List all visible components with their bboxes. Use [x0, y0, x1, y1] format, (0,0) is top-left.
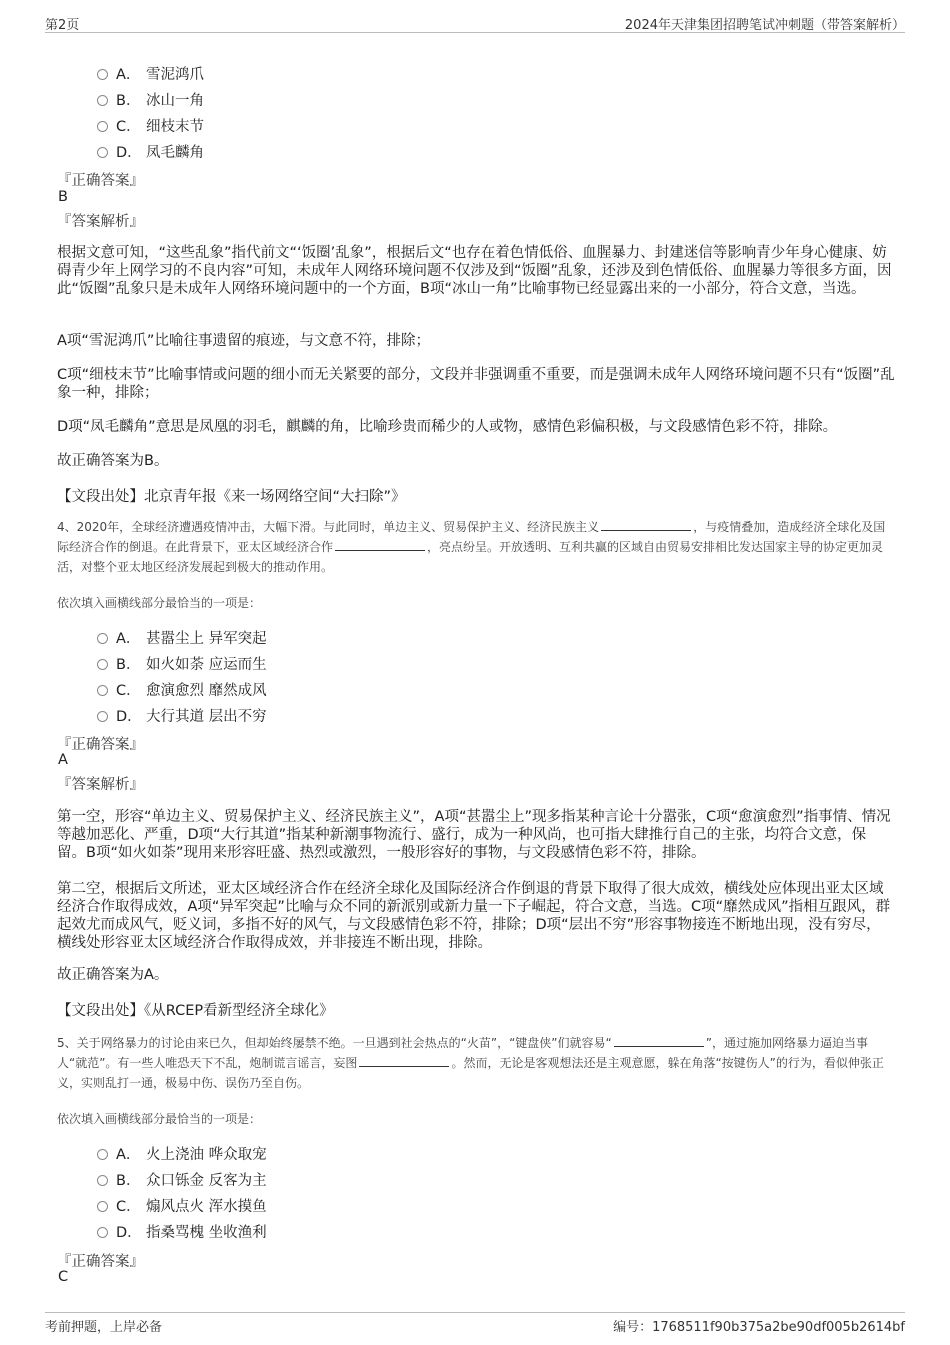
q5-option-c[interactable]: C． 煽风点火 浑水摸鱼: [97, 1195, 267, 1215]
analysis-paragraph: D项“凤毛麟角”意思是凤凰的羽毛，麒麟的角，比喻珍贵而稀少的人或物，感情色彩偏积极，与文段感情色彩不符，排除。: [57, 419, 838, 435]
q4-option-a[interactable]: A． 甚嚣尘上 异军突起: [97, 627, 267, 647]
footer-slogan: 考前押题，上岸必备: [45, 1320, 163, 1335]
q5-option-d[interactable]: D． 指桑骂槐 坐收渔利: [97, 1221, 267, 1241]
answer-label: 『正确答案』: [57, 737, 144, 753]
answer-value: B: [58, 189, 68, 205]
q3-option-a[interactable]: A． 雪泥鸿爪: [97, 63, 204, 83]
radio-icon[interactable]: [97, 121, 108, 132]
document-id: 编号：1768511f90b375a2be90df005b2614bf: [613, 1320, 905, 1335]
question-stem: 5、关于网络暴力的讨论由来已久，但却始终屡禁不绝。一旦遇到社会热点的“火苗”，“键盘侠”们就容易“ ”，通过施加网络暴力逼迫当事人“就范”。有一些人唯恐天下不乱，炮制谎言谣言，妄图 。然而，无论是客观想法还是主观意愿，躲在角落“按键伤人”的行为，看似伸张正义，实则乱打一通，极易中伤、误伤乃至自伤。: [57, 1036, 884, 1090]
radio-icon[interactable]: [97, 711, 108, 722]
analysis-paragraph: A项“雪泥鸿爪”比喻往事遗留的痕迹，与文意不符，排除；: [57, 333, 430, 349]
radio-icon[interactable]: [97, 147, 108, 158]
radio-icon[interactable]: [97, 95, 108, 106]
blank-line: [335, 538, 425, 551]
blank-line: [601, 518, 691, 531]
analysis-label: 『答案解析』: [57, 214, 144, 230]
analysis-paragraph: 第一空，形容“单边主义、贸易保护主义、经济民族主义”，A项“甚嚣尘上”现多指某种言论十分嚣张，C项“愈演愈烈”指事情、情况等越加恶化、严重，D项“大行其道”指某种新潮事物流行、盛行，成为一种风尚，也可指大肆推行自己的主张，均符合文意，保留。B项“如火如荼”现用来形容旺盛、热烈或激烈，一般形容好的事物，与文段感情色彩不符，排除。: [57, 809, 891, 861]
radio-icon[interactable]: [97, 659, 108, 670]
radio-icon[interactable]: [97, 633, 108, 644]
blank-line: [614, 1034, 704, 1047]
answer-value: C: [58, 1269, 69, 1285]
page-footer: [45, 1312, 905, 1335]
document-title: 2024年天津集团招聘笔试冲刺题（带答案解析）: [624, 18, 905, 33]
analysis-paragraph: 根据文意可知，“这些乱象”指代前文“‘饭圈’乱象”，根据后文“也存在着色情低俗、血腥暴力、封建迷信等影响青少年身心健康、妨碍青少年上网学习的不良内容”可知，未成年人网络环境问题不仅涉及到“饭圈”乱象，还涉及到色情低俗、血腥暴力等很多方面，因此“饭圈”乱象只是未成年人网络环境问题中的一个方面，B项“冰山一角”比喻事物已经显露出来的一小部分，符合文意，当选。: [57, 245, 892, 297]
radio-icon[interactable]: [97, 69, 108, 80]
blank-line: [359, 1054, 449, 1067]
analysis-label: 『答案解析』: [57, 777, 144, 793]
question-prompt: 依次填入画横线部分最恰当的一项是：: [57, 1112, 262, 1126]
q4-option-b[interactable]: B． 如火如荼 应运而生: [97, 653, 267, 673]
q4-option-d[interactable]: D． 大行其道 层出不穷: [97, 705, 267, 725]
q3-option-d[interactable]: D． 凤毛麟角: [97, 141, 204, 161]
radio-icon[interactable]: [97, 1201, 108, 1212]
q5-option-b[interactable]: B． 众口铄金 反客为主: [97, 1169, 267, 1189]
answer-value: A: [58, 752, 68, 768]
analysis-paragraph: 第二空，根据后文所述，亚太区域经济合作在经济全球化及国际经济合作倒退的背景下取得了很大成效，横线处应体现出亚太区域经济合作取得成效，A项“异军突起”比喻与众不同的新派别或新力量一下子崛起，符合文意，当选。C项“靡然成风”指相互跟风，群起效尤而成风气，贬义词，多指不好的风气，与文段感情色彩不符，排除；D项“层出不穷”形容事物接连不断地出现，没有穷尽，横线处形容亚太区域经济合作取得成效，并非接连不断出现，排除。: [57, 881, 891, 951]
analysis-paragraph: 故正确答案为B。: [57, 453, 169, 469]
page-number: 第2页: [45, 18, 80, 33]
analysis-paragraph: C项“细枝末节”比喻事情或问题的细小而无关紧要的部分，文段并非强调重不重要，而是强调未成年人网络环境问题不只有“饭圈”乱象一种，排除；: [57, 367, 895, 401]
radio-icon[interactable]: [97, 685, 108, 696]
radio-icon[interactable]: [97, 1149, 108, 1160]
analysis-paragraph: 故正确答案为A。: [57, 967, 169, 983]
radio-icon[interactable]: [97, 1175, 108, 1186]
question-stem: 4、2020年，全球经济遭遇疫情冲击，大幅下滑。与此同时，单边主义、贸易保护主义、经济民族主义 ，与疫情叠加，造成经济全球化及国际经济合作的倒退。在此背景下，亚太区域经济合作 ，亮点纷呈。开放透明、互利共赢的区域自由贸易安排相比发达国家主导的协定更加灵活，对整个亚太地区经济发展起到极大的推动作用。: [57, 520, 886, 574]
page-header: [45, 12, 905, 33]
q3-option-b[interactable]: B． 冰山一角: [97, 89, 204, 109]
answer-label: 『正确答案』: [57, 173, 144, 189]
radio-icon[interactable]: [97, 1227, 108, 1238]
q4-option-c[interactable]: C． 愈演愈烈 靡然成风: [97, 679, 267, 699]
q5-option-a[interactable]: A． 火上浇油 哗众取宠: [97, 1143, 267, 1163]
answer-label: 『正确答案』: [57, 1254, 144, 1270]
q3-option-c[interactable]: C． 细枝末节: [97, 115, 204, 135]
question-prompt: 依次填入画横线部分最恰当的一项是：: [57, 596, 262, 610]
source-citation: 【文段出处】北京青年报《来一场网络空间“大扫除”》: [57, 489, 406, 505]
source-citation: 【文段出处】《从RCEP看新型经济全球化》: [57, 1003, 334, 1019]
